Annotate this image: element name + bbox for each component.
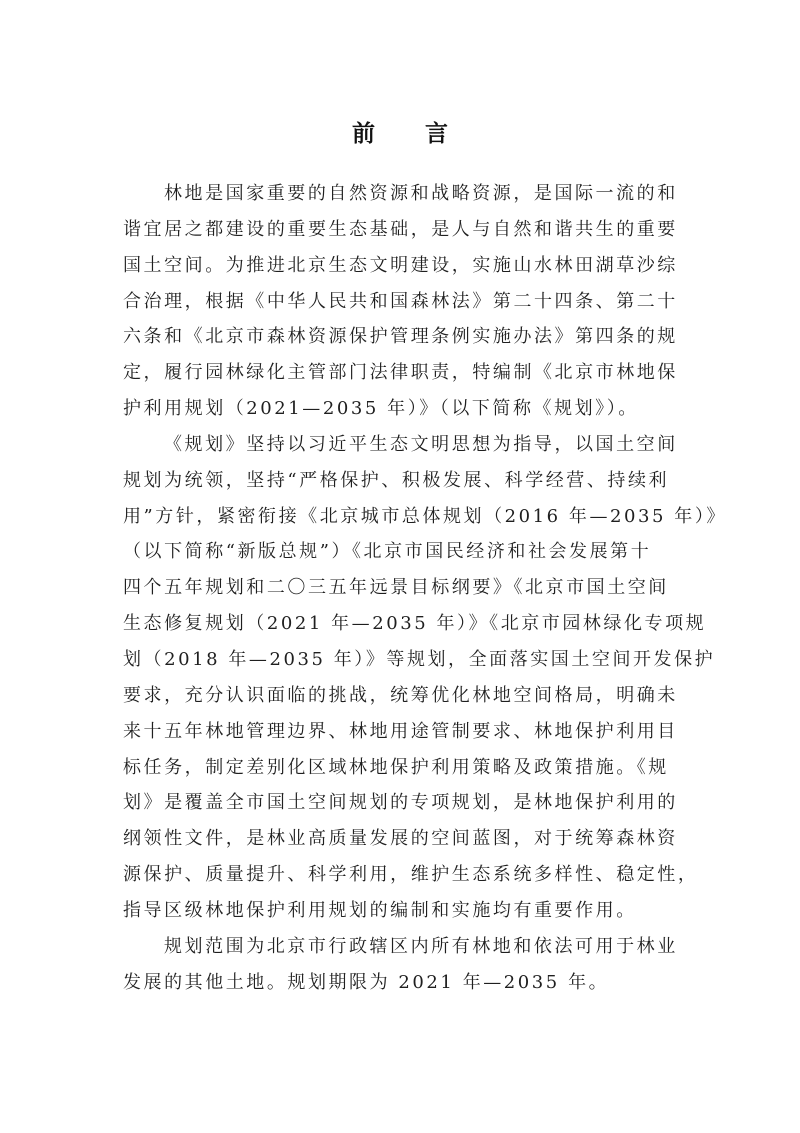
paragraph-line: 生态修复规划（2021 年—2035 年）》《北京市园林绿化专项规: [123, 613, 707, 635]
paragraph-line: 划》是覆盖全市国土空间规划的专项规划，是林地保护利用的: [123, 792, 678, 814]
paragraph-line: 护利用规划（2021—2035 年）》（以下简称《规划》）。: [123, 398, 639, 420]
page-title: [0, 118, 800, 150]
paragraph-line: 合治理，根据《中华人民共和国森林法》第二十四条、第二十: [123, 290, 678, 312]
paragraph-line: 定，履行园林绿化主管部门法律职责，特编制《北京市林地保: [123, 362, 678, 384]
paragraph-line: 纲领性文件，是林业高质量发展的空间蓝图，对于统筹森林资: [123, 828, 678, 850]
paragraph-line: 源保护、质量提升、科学利用，维护生态系统多样性、稳定性，: [123, 864, 699, 886]
paragraph-line: 《规划》坚持以习近平生态文明思想为指导，以国土空间: [164, 433, 678, 455]
paragraph-line: 林地是国家重要的自然资源和战略资源，是国际一流的和: [164, 183, 678, 204]
paragraph-line: 谐宜居之都建设的重要生态基础，是人与自然和谐共生的重要: [123, 218, 678, 240]
paragraph-line: （以下简称“新版总规”）《北京市国民经济和社会发展第十: [123, 541, 652, 563]
document-body: [123, 176, 727, 1000]
paragraph-line: 来十五年林地管理边界、林地用途管制要求、林地保护利用目: [123, 720, 678, 742]
paragraph-line: 四个五年规划和二〇三五年远景目标纲要》《北京市国土空间: [123, 577, 669, 599]
paragraph-line: 六条和《北京市森林资源保护管理条例实施办法》第四条的规: [123, 326, 678, 348]
paragraph-line: 规划为统领，坚持“严格保护、积极发展、科学经营、持续利: [123, 469, 670, 491]
paragraph-line: 用”方针，紧密衔接《北京城市总体规划（2016 年—2035 年）》: [123, 505, 727, 527]
paragraph-line: 划（2018 年—2035 年）》等规划，全面落实国土空间开发保护: [123, 648, 716, 670]
paragraph-3: [123, 929, 683, 1001]
paragraph-line: 发展的其他土地。规划期限为 2021 年—2035 年。: [123, 971, 610, 993]
title-char-1: 前: [352, 121, 375, 147]
title-char-2: 言: [425, 121, 448, 147]
paragraph-2: [123, 427, 727, 929]
paragraph-line: 国土空间。为推进北京生态文明建设，实施山水林田湖草沙综: [123, 254, 678, 276]
paragraph-line: 指导区级林地保护利用规划的编制和实施均有重要作用。: [123, 899, 637, 921]
paragraph-line: 要求，充分认识面临的挑战，统筹优化林地空间格局，明确未: [123, 684, 678, 706]
paragraph-1: [123, 176, 683, 427]
paragraph-line: 规划范围为北京市行政辖区内所有林地和依法可用于林业: [164, 935, 678, 957]
paragraph-line: 标任务，制定差别化区域林地保护利用策略及政策措施。《规: [123, 756, 669, 778]
